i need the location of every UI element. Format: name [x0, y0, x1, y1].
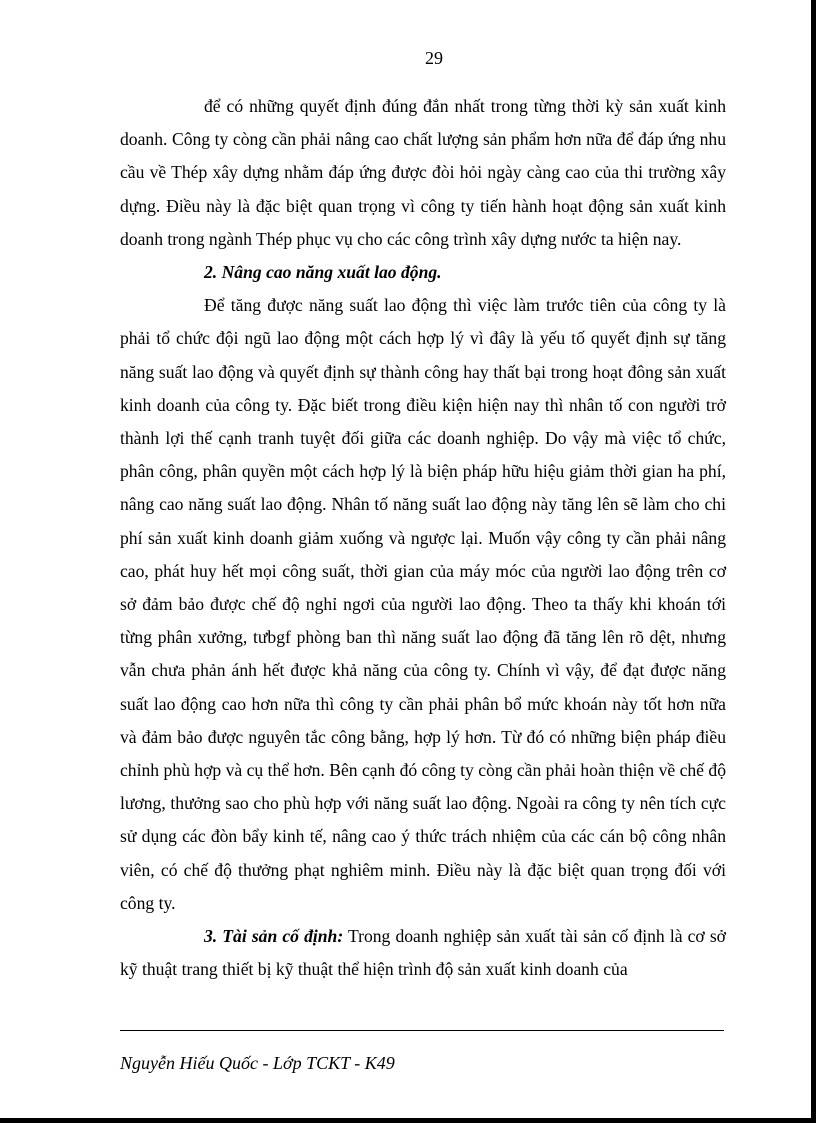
- footer-author: Nguyễn Hiếu Quốc - Lớp TCKT - K49: [120, 1053, 395, 1073]
- section-heading-3: 3. Tài sản cố định:: [204, 926, 344, 947]
- body-text: [120, 90, 726, 986]
- paragraph-continuation: để có những quyết định đúng đắn nhất trong từng thời kỳ sản xuất kinh doanh. Công ty còng cần phải nâng cao chất lượng sản phẩm hơn nữa để đáp ứng nhu cầu về Thép xây dựng nhằm đáp ứng được đòi hỏi ngày càng cao của thi trường xây dựng. Điều này là đặc biệt quan trọng vì công ty tiến hành hoạt động sản xuất kinh doanh trong ngành Thép phục vụ cho các công trình xây dựng nước ta hiện nay.: [120, 96, 726, 249]
- paragraph-fixed-assets: [120, 920, 726, 986]
- page-number: 29: [425, 48, 443, 68]
- section-heading-2: 2. Nâng cao năng xuất lao động.: [204, 262, 442, 283]
- footer-divider: [120, 1030, 724, 1031]
- paragraph-fixed-assets-text: Trong doanh nghiệp sản xuất tài sản cố định là cơ sở kỹ thuật trang thiết bị kỹ thuật thể hiện trình độ sản xuất kinh doanh của: [120, 926, 726, 980]
- paragraph-labor-productivity: Để tăng được năng suất lao động thì việc làm trước tiên của công ty là phải tổ chức đội ngũ lao động một cách hợp lý vì đây là yếu tố quyết định sự tăng năng suất lao động và quyết định sự thành công hay thất bại trong hoạt đông sản xuất kinh doanh của công ty. Đặc biết trong điều kiện hiện nay thì nhân tố con người trở thành lợi thế cạnh tranh tuyệt đối giữa các doanh nghiệp. Do vậy mà việc tổ chức, phân công, phân quyền một cách hợp lý là biện pháp hữu hiệu giảm thời gian ha phí, nâng cao năng suất lao động. Nhân tố năng suất lao động này tăng lên sẽ làm cho chi phí sản xuất kinh doanh giảm xuống và ngược lại. Muốn vậy công ty cần phải nâng cao, phát huy hết mọi công suất, thời gian của máy móc của người lao động trên cơ sở đảm bảo được chế độ nghỉ ngơi của người lao động. Theo ta thấy khi khoán tới từng phân xưởng, tưbgf phòng ban thì năng suất lao động đã tăng lên rõ dệt, nhưng vẫn chưa phản ánh hết được khả năng của công ty. Chính vì vậy, để đạt được năng suất lao động cao hơn nữa thì công ty cần phải phân bổ mức khoán này tốt hơn nữa và đảm bảo được nguyên tắc công bằng, hợp lý hơn. Từ đó có những biện pháp điều chỉnh phù hợp và cụ thể hơn. Bên cạnh đó công ty còng cần phải hoàn thiện về chế độ lương, thưởng sao cho phù hợp với năng suất lao động. Ngoài ra công ty nên tích cực sử dụng các đòn bẩy kinh tế, nâng cao ý thức trách nhiệm của các cán bộ công nhân viên, có chế độ thưởng phạt nghiêm minh. Điều này là đặc biệt quan trọng đối với công ty.: [120, 295, 726, 913]
